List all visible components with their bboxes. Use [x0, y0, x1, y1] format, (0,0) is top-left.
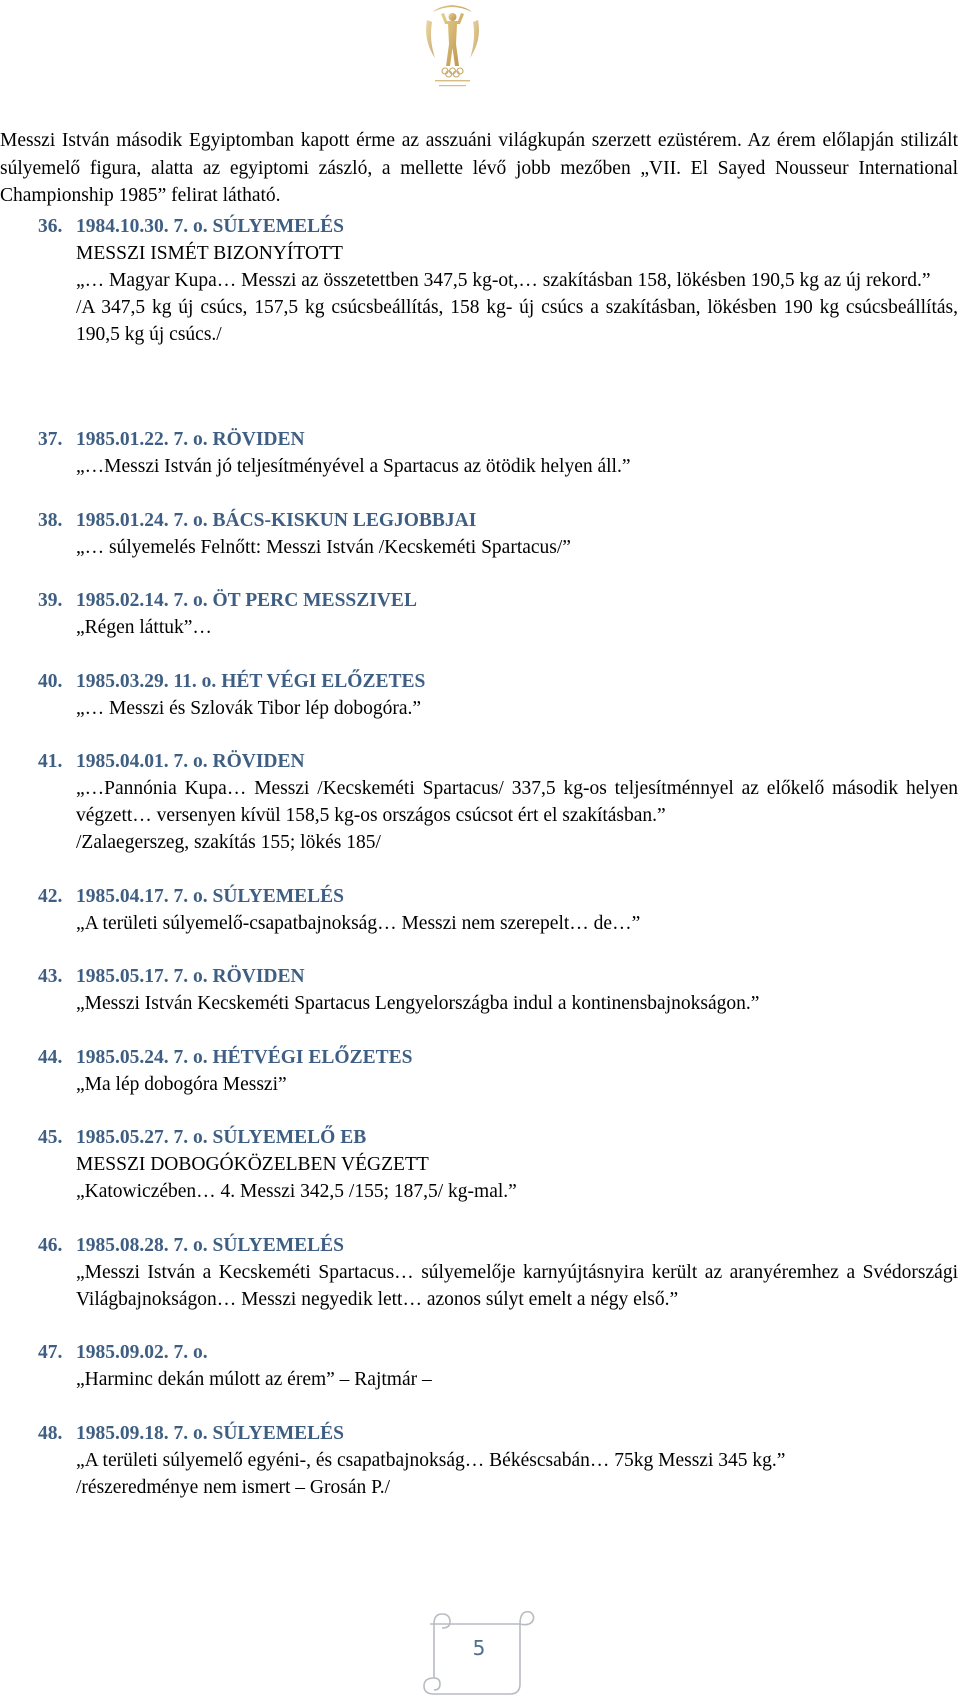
entry-text: MESSZI DOBOGÓKÖZELBEN VÉGZETT [76, 1154, 429, 1175]
entry-number: 45. [38, 1127, 63, 1148]
entry-text: „…Pannónia Kupa… Messzi /Kecskeméti Spartacus/ 337,5 kg-os teljesítménnyel az előkelő második helyen végzett… versenyen kívül 158,5 kg-os országos csúcsot ért el szakításban.” [76, 778, 958, 826]
entry-text: „Messzi István a Kecskeméti Spartacus… súlyemelője karnyújtásnyira került az aranyéremhez a Svédországi Világbajnokságon… Messzi negyedik lett… azonos súlyt emelt a négy első.” [76, 1262, 958, 1310]
entry-number: 38. [38, 510, 63, 531]
entry-number: 40. [38, 671, 63, 692]
entry-title: BÁCS-KISKUN LEGJOBBJAI [212, 510, 477, 531]
article-entry-45 [38, 1124, 958, 1205]
entry-number: 44. [38, 1047, 63, 1068]
entry-date: 1985.05.17. 7. o. [76, 966, 208, 987]
entry-title: HÉT VÉGI ELŐZETES [221, 671, 426, 692]
article-entry-44 [38, 1044, 958, 1098]
article-entry-40 [38, 668, 958, 722]
entry-text: „Harminc dekán múlott az érem” – Rajtmár – [76, 1369, 432, 1390]
entry-text: „A területi súlyemelő-csapatbajnokság… Messzi nem szerepelt… de…” [76, 913, 641, 934]
article-entry-42 [38, 883, 958, 937]
entry-title: SÚLYEMELÉS [212, 886, 345, 907]
entry-date: 1985.01.24. 7. o. [76, 510, 208, 531]
entry-title: HÉTVÉGI ELŐZETES [212, 1047, 413, 1068]
article-entry-46 [38, 1232, 958, 1313]
page-number: 5 [472, 1636, 486, 1660]
entry-text: „Katowiczében… 4. Messzi 342,5 /155; 187,5/ kg-mal.” [76, 1181, 517, 1202]
entry-number: 42. [38, 886, 63, 907]
entry-date: 1984.10.30. 7. o. [76, 216, 208, 237]
entry-number: 43. [38, 966, 63, 987]
entry-number: 37. [38, 429, 63, 450]
entry-text: „… Magyar Kupa… Messzi az összetettben 347,5 kg-ot,… szakításban 158, lökésben 190,5 kg az új rekord.” [76, 270, 931, 291]
entry-text: „… súlyemelés Felnőtt: Messzi István /Kecskeméti Spartacus/” [76, 537, 571, 558]
intro-paragraph: Messzi István második Egyiptomban kapott érme az asszuáni világkupán szerzett ezüstérem. Az érem előlapján stilizált súlyemelő figura, alatta az egyiptomi zászló, a mellette lévő jobb mezőben „VII. El Sayed Nousseur International Championship 1985” felirat látható. [0, 130, 958, 206]
entry-text: /Zalaegerszeg, szakítás 155; lökés 185/ [76, 832, 381, 853]
entry-text: /részeredménye nem ismert – Grosán P./ [76, 1477, 391, 1498]
entry-number: 41. [38, 751, 63, 772]
entry-title: ÖT PERC MESSZIVEL [212, 590, 417, 611]
entry-number: 39. [38, 590, 63, 611]
entry-text: „…Messzi István jó teljesítményével a Spartacus az ötödik helyen áll.” [76, 456, 631, 477]
entry-title: RÖVIDEN [212, 751, 305, 772]
entry-date: 1985.09.18. 7. o. [76, 1423, 208, 1444]
entry-number: 46. [38, 1235, 63, 1256]
entry-date: 1985.08.28. 7. o. [76, 1235, 208, 1256]
article-entry-39 [38, 587, 958, 641]
article-entry-38 [38, 507, 958, 561]
article-entry-47 [38, 1339, 958, 1393]
entry-text: „… Messzi és Szlovák Tibor lép dobogóra.” [76, 698, 422, 719]
article-entry-37 [38, 426, 958, 480]
entry-date: 1985.02.14. 7. o. [76, 590, 208, 611]
article-entry-48 [38, 1420, 958, 1501]
entry-date: 1985.05.27. 7. o. [76, 1127, 208, 1148]
entry-text: /A 347,5 kg új csúcs, 157,5 kg csúcsbeállítás, 158 kg- új csúcs a szakításban, lökésben 190 kg csúcsbeállítás, 190,5 kg új csúcs./ [76, 297, 958, 345]
entry-text: „Messzi István Kecskeméti Spartacus Lengyelországba indul a kontinensbajnokságon.” [76, 993, 760, 1014]
entry-title: SÚLYEMELÉS [212, 216, 345, 237]
federation-logo [415, 0, 490, 100]
entry-title: RÖVIDEN [212, 429, 305, 450]
entry-text: „Ma lép dobogóra Messzi” [76, 1074, 287, 1095]
entry-date: 1985.09.02. 7. o. [76, 1342, 208, 1363]
entry-text: „A területi súlyemelő egyéni-, és csapatbajnokság… Békéscsabán… 75kg Messzi 345 kg.” [76, 1450, 786, 1471]
article-entry-36 [38, 213, 958, 348]
entry-title: SÚLYEMELÉS [212, 1423, 345, 1444]
entry-title: SÚLYEMELŐ EB [212, 1127, 367, 1148]
entry-date: 1985.04.17. 7. o. [76, 886, 208, 907]
entry-date: 1985.03.29. 11. o. [76, 671, 217, 692]
article-entry-41 [38, 748, 958, 856]
entry-title: SÚLYEMELÉS [212, 1235, 345, 1256]
entry-date: 1985.01.22. 7. o. [76, 429, 208, 450]
entry-text: MESSZI ISMÉT BIZONYÍTOTT [76, 243, 343, 264]
entry-number: 48. [38, 1423, 63, 1444]
entry-date: 1985.04.01. 7. o. [76, 751, 208, 772]
entry-title: RÖVIDEN [212, 966, 305, 987]
article-entry-43 [38, 963, 958, 1017]
entry-text: „Régen láttuk”… [76, 617, 212, 638]
entry-number: 36. [38, 216, 63, 237]
entry-number: 47. [38, 1342, 63, 1363]
entry-date: 1985.05.24. 7. o. [76, 1047, 208, 1068]
